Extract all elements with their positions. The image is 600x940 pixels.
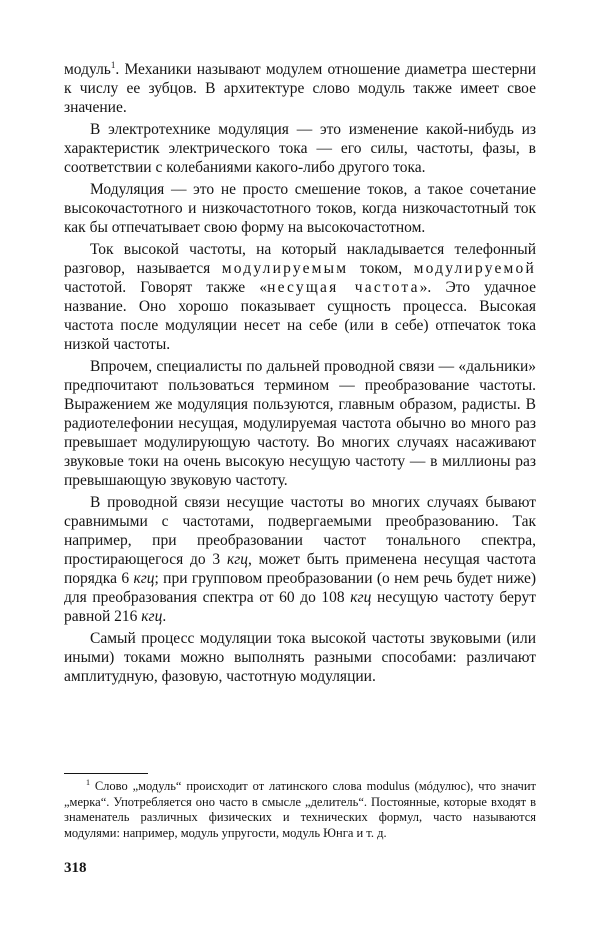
text-run: Самый процесс модуляции тока высокой частоты звуковыми (или иными) токами можно выполнять разными способами: различают амплитудную, фазовую, частотную модуляции. xyxy=(64,630,536,685)
unit-text: кгц xyxy=(226,551,249,568)
emphasized-term: несущая частота xyxy=(267,279,420,296)
text-run: током, xyxy=(348,260,414,277)
footnote-paragraph xyxy=(64,779,536,841)
footnote-rule xyxy=(64,773,148,774)
text-run: . Механики называют модулем отношение диаметра шестерни к числу ее зубцов. В архитектуре слово модуль также имеет свое значение. xyxy=(64,61,536,116)
unit-text: кгц xyxy=(350,589,372,606)
paragraph xyxy=(64,357,536,490)
body-text xyxy=(64,60,536,689)
paragraph xyxy=(64,240,536,354)
emphasized-term: модулируемым xyxy=(221,260,349,277)
footnote-marker: 1 xyxy=(86,778,90,787)
paragraph xyxy=(64,60,536,117)
text-run: Модуляция — это не просто смешение токов, а такое сочетание высокочастотного и низкочастотного токов, когда низкочастотный ток как бы отпечатывает свою форму на высокочастотном. xyxy=(64,181,536,236)
text-run: Слово „модуль“ происходит от латинского слова modulus (мóдулюс), что значит „мерка“. Употребляется оно часто в смысле „делитель“. Постоянные, которые входят в знаменатель различных физических и технических формул, часто называются модулями: например, модуль упругости, модуль Юнга и т. д. xyxy=(64,779,536,840)
paragraph xyxy=(64,180,536,237)
page-number: 318 xyxy=(64,860,87,876)
text-run: В электротехнике модуляция — это изменение какой-нибудь из характеристик электрического тока — его силы, частоты, фазы, в соответствии с колебаниями какого-либо другого тока. xyxy=(64,121,536,176)
paragraph xyxy=(64,493,536,626)
unit-text: кгц xyxy=(141,608,163,625)
text-run: Впрочем, специалисты по дальней проводной связи — «дальники» предпочитают пользоваться термином — преобразование частоты. Выражением же модуляция пользуются, главным образом, радисты. В радиотелефонии несущая, модулируемая частота обычно во много раз превышает модулирующую частоту. Во многих случаях насаживают звуковые токи на очень высокую несущую частоту — в миллионы раз превышающую звуковую частоту. xyxy=(64,358,536,489)
text-run: ». Это удачное название. Оно хорошо показывает сущность процесса. Высокая частота после модуляции несет на себе (или в себе) отпечаток тока низкой частоты. xyxy=(64,279,536,353)
text-run: , может быть применена несущая частота порядка 6 xyxy=(64,551,537,587)
text-run: В проводной связи несущие частоты во многих случаях бывают сравнимыми с частотами, подвергаемыми преобразованию. Так например, при преобразовании частот тонального спектра, простирающегося до 3 xyxy=(64,494,536,568)
text-run: модуль xyxy=(64,61,111,78)
emphasized-term: модулируемой xyxy=(413,260,536,277)
text-run: . xyxy=(162,608,167,625)
footnote-marker: 1 xyxy=(110,60,116,70)
text-run: Ток высокой частоты, на который накладывается телефонный разговор, называется xyxy=(64,241,536,277)
text-run: ; при групповом преобразовании (о нем речь будет ниже) для преобразования спектра от 60 до 108 xyxy=(64,570,536,606)
footnote xyxy=(64,779,536,841)
unit-text: кгц xyxy=(133,570,155,587)
paragraph xyxy=(64,120,536,177)
paragraph xyxy=(64,629,536,686)
text-run: несущую частоту берут равной 216 xyxy=(64,589,536,625)
text-run: частотой. Говорят также « xyxy=(64,279,268,296)
